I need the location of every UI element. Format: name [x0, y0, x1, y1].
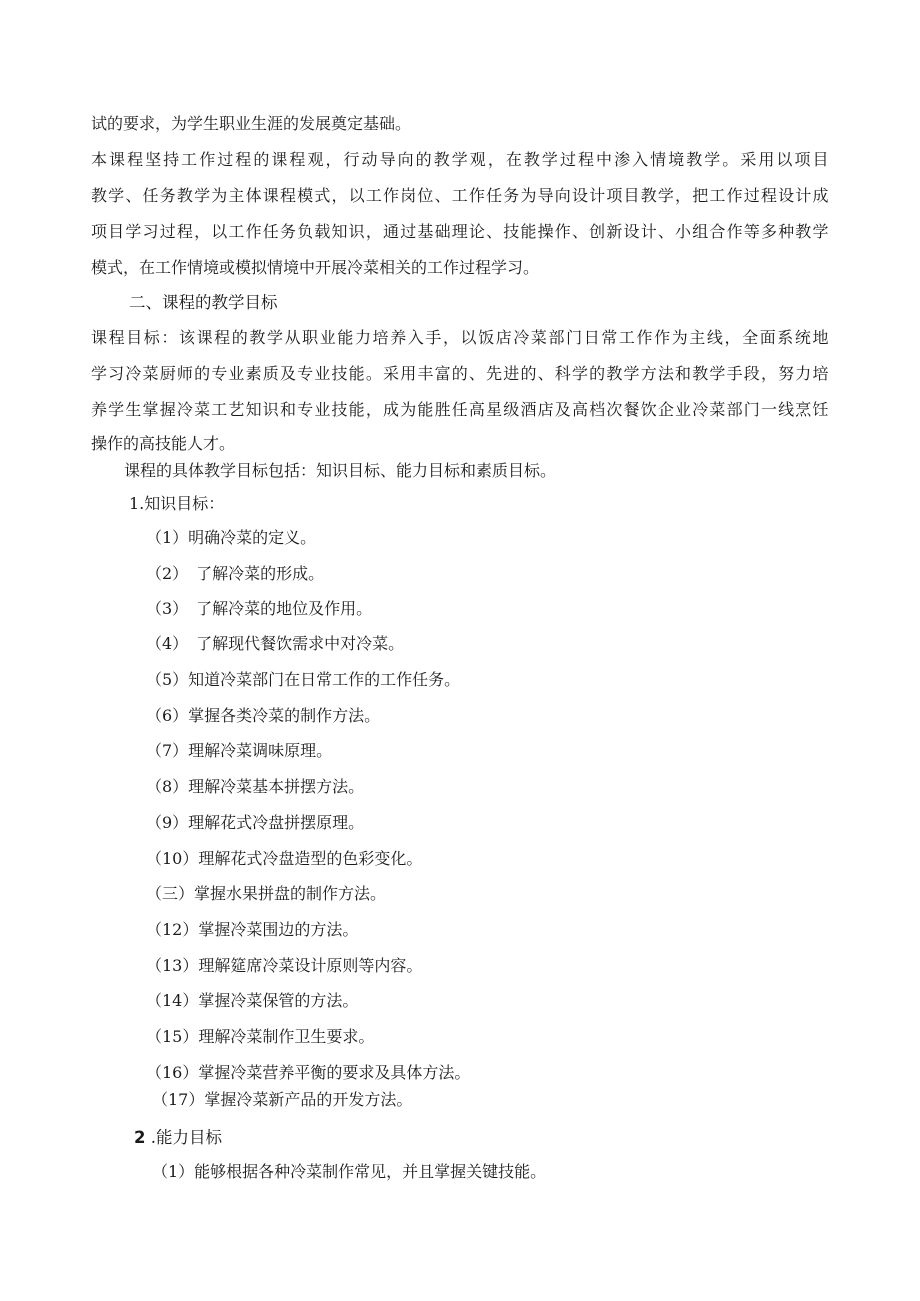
knowledge-goal-item: （5）知道冷菜部门在日常工作的工作任务。 [146, 670, 461, 689]
knowledge-goal-item: （13）理解筵席冷菜设计原则等内容。 [146, 956, 423, 975]
knowledge-goal-item: （3） 了解冷菜的地位及作用。 [146, 599, 373, 618]
knowledge-goal-item: （12）掌握冷菜围边的方法。 [146, 920, 359, 939]
knowledge-goal-item: （7）理解冷菜调味原理。 [146, 741, 333, 760]
ability-goals-heading-number: 2 [134, 1128, 146, 1147]
ability-goal-item: （1）能够根据各种冷菜制作常见，并且掌握关键技能。 [152, 1162, 547, 1181]
knowledge-goal-item: （9）理解花式冷盘拼摆原理。 [146, 813, 365, 832]
ability-goals-heading [134, 1128, 222, 1148]
knowledge-goal-item: （1）明确冷菜的定义。 [146, 528, 317, 547]
goal-paragraph-line-1: 课程目标：该课程的教学从职业能力培养入手，以饭店冷菜部门日常工作作为主线，全面系统地 [91, 328, 829, 347]
method-paragraph-line-2: 教学、任务教学为主体课程模式，以工作岗位、工作任务为导向设计项目教学，把工作过程设计成 [91, 186, 829, 205]
knowledge-goal-item: （2） 了解冷菜的形成。 [146, 564, 325, 583]
knowledge-goal-item: （6）掌握各类冷菜的制作方法。 [146, 706, 381, 725]
method-paragraph-line-3: 项目学习过程，以工作任务负载知识，通过基础理论、技能操作、创新设计、小组合作等多种教学 [91, 222, 829, 241]
knowledge-goal-item: （4） 了解现代餐饮需求中对冷菜。 [146, 634, 405, 653]
knowledge-goal-item: （17）掌握冷菜新产品的开发方法。 [152, 1090, 413, 1109]
method-paragraph-line-4: 模式，在工作情境或模拟情境中开展冷菜相关的工作过程学习。 [91, 258, 540, 277]
knowledge-goal-item: （15）理解冷菜制作卫生要求。 [146, 1027, 375, 1046]
goal-paragraph-line-4: 操作的高技能人才。 [91, 434, 236, 453]
goal-paragraph-line-2: 学习冷菜厨师的专业素质及专业技能。采用丰富的、先进的、科学的教学方法和教学手段，努力培 [91, 364, 829, 383]
knowledge-goals-heading: 1.知识目标： [129, 494, 225, 513]
specific-goals-intro: 课程的具体教学目标包括：知识目标、能力目标和素质目标。 [124, 461, 557, 480]
method-paragraph-line-1: 本课程坚持工作过程的课程观，行动导向的教学观，在教学过程中渗入情境教学。采用以项目 [91, 150, 829, 169]
knowledge-goal-item: （16）掌握冷菜营养平衡的要求及具体方法。 [146, 1063, 471, 1082]
ability-goals-heading-text: .能力目标 [150, 1128, 222, 1147]
knowledge-goal-item: （14）掌握冷菜保管的方法。 [146, 991, 359, 1010]
knowledge-goal-item: （三）掌握水果拼盘的制作方法。 [146, 884, 387, 903]
knowledge-goal-item: （8）理解冷菜基本拼摆方法。 [146, 777, 365, 796]
knowledge-goal-item: （10）理解花式冷盘造型的色彩变化。 [146, 849, 423, 868]
intro-line: 试的要求，为学生职业生涯的发展奠定基础。 [91, 114, 412, 133]
section-heading: 二、课程的教学目标 [129, 293, 278, 312]
goal-paragraph-line-3: 养学生掌握冷菜工艺知识和专业技能，成为能胜任高星级酒店及高档次餐饮企业冷菜部门一线烹饪 [91, 400, 829, 419]
